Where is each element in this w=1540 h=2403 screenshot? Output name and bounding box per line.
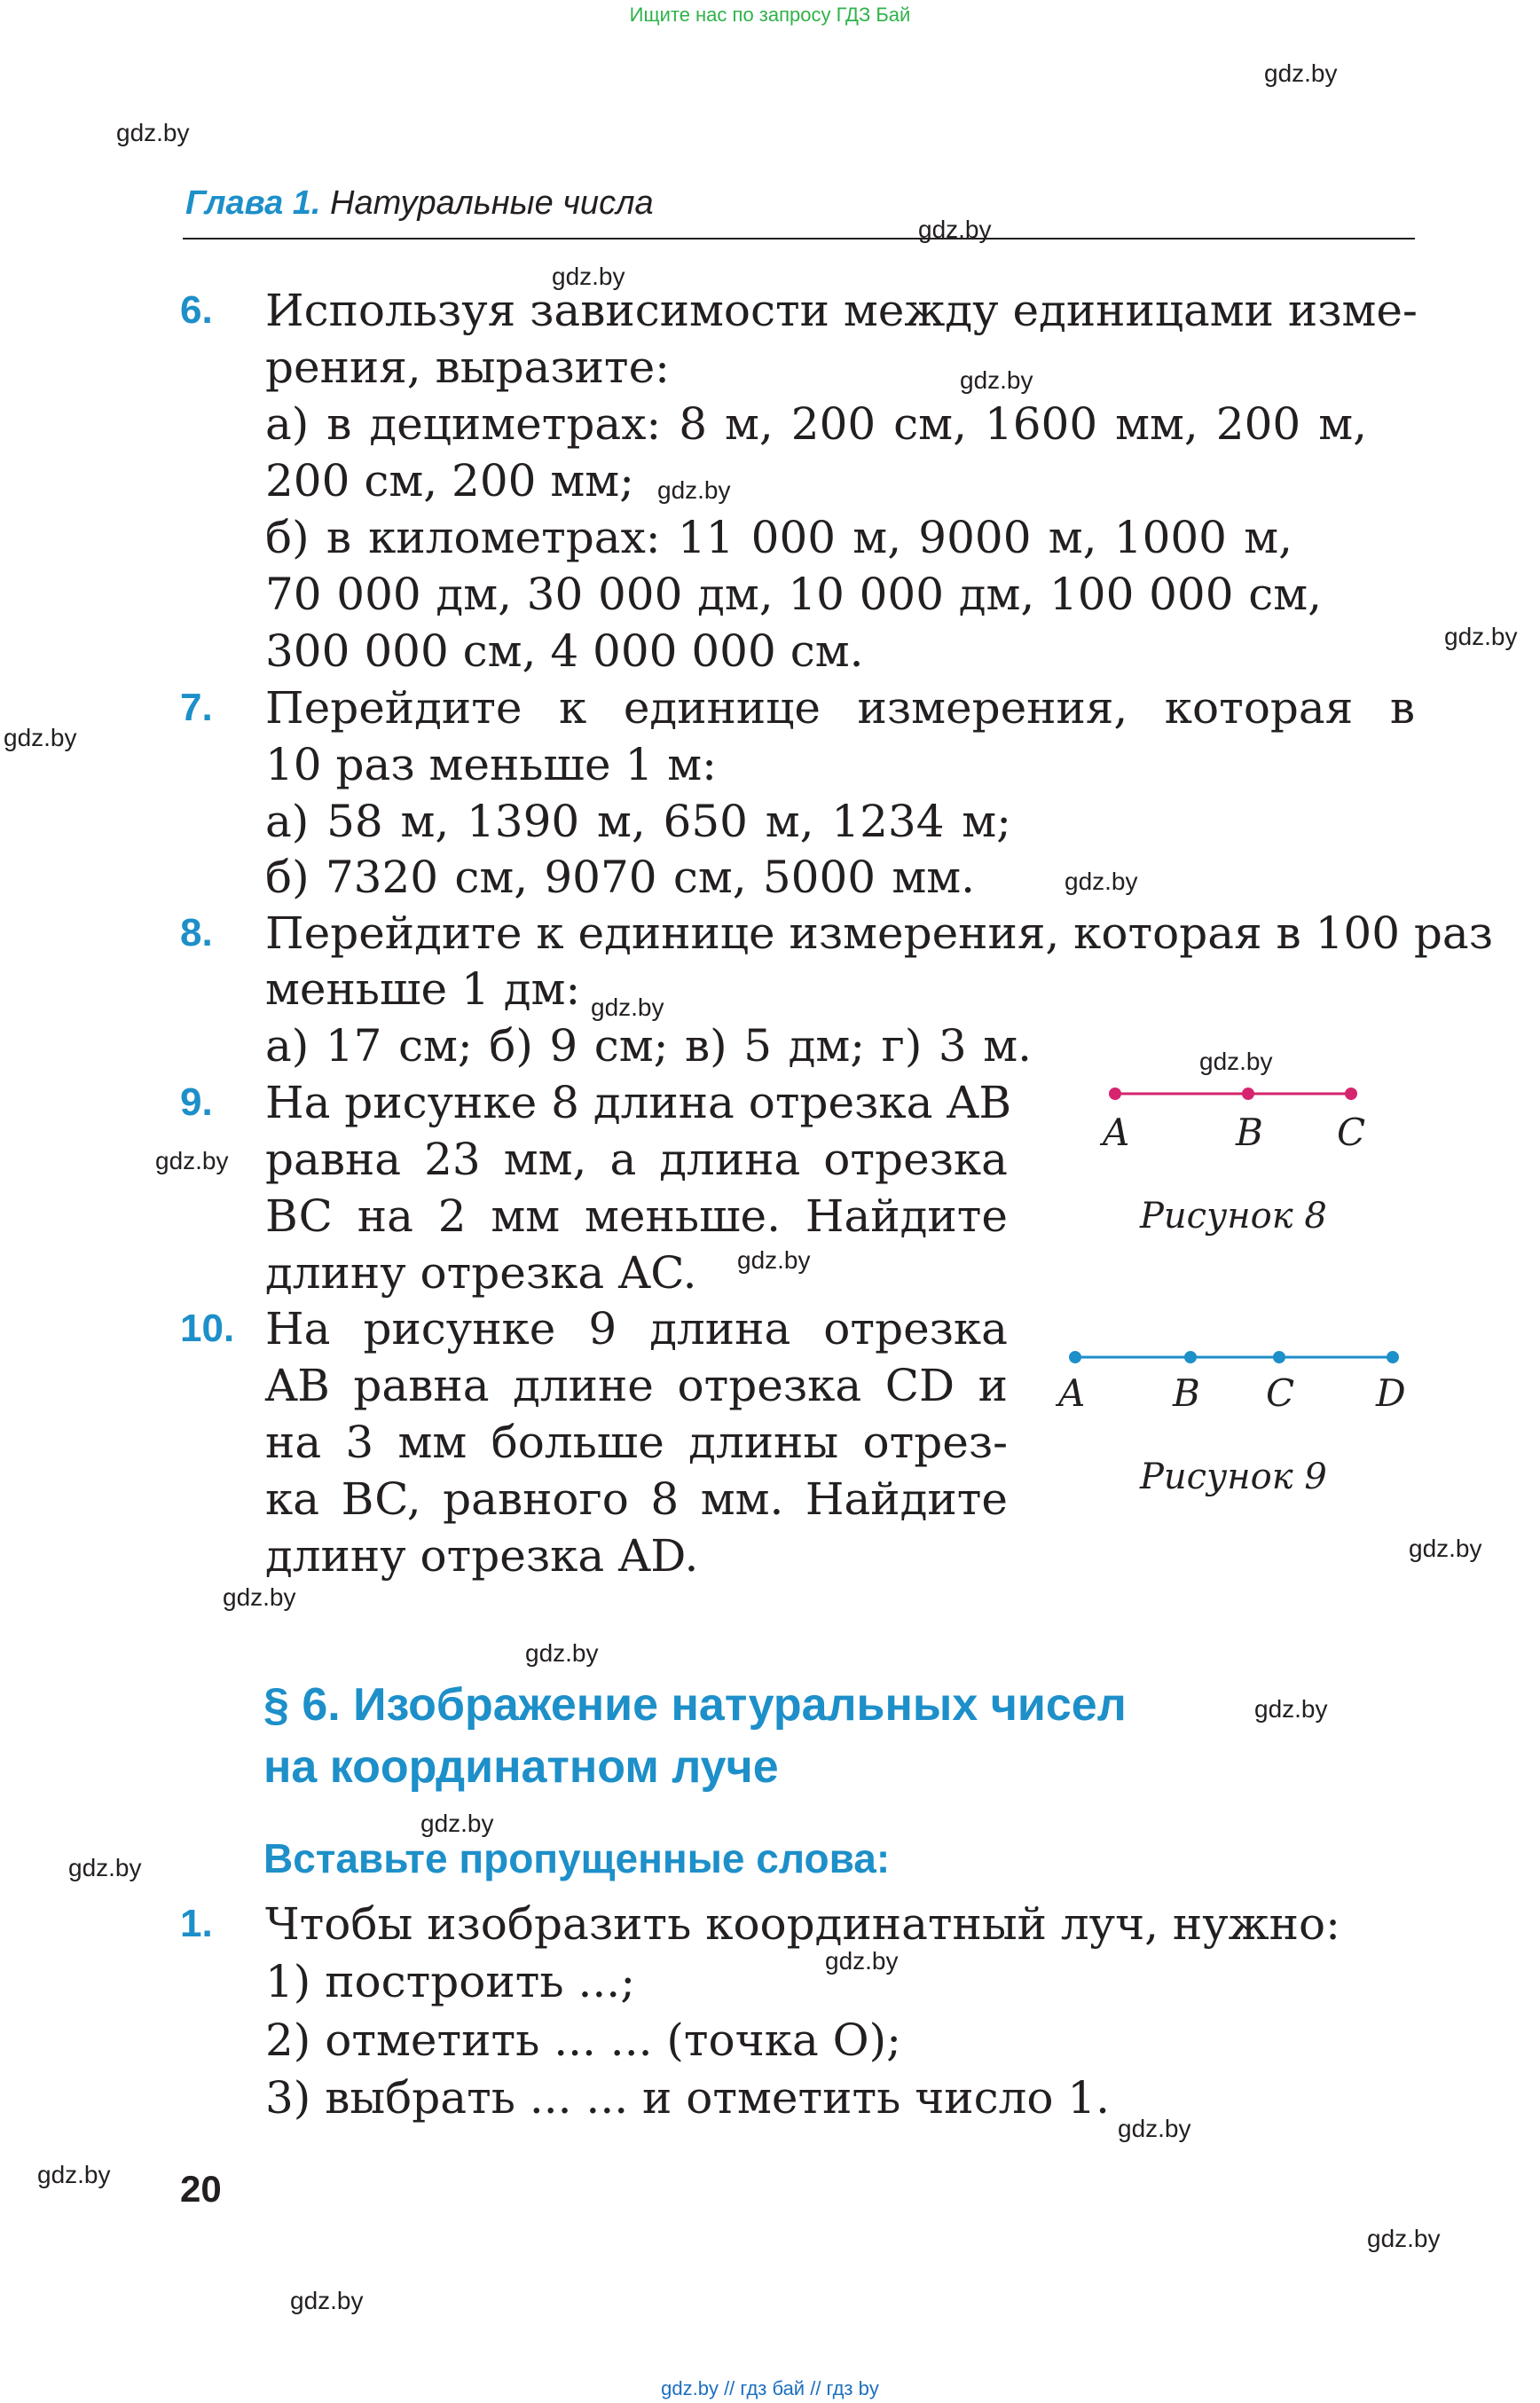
- problem-8-line: меньше 1 дм:: [265, 963, 581, 1015]
- figure-9-point-d: D: [1376, 1371, 1406, 1415]
- page-number: 20: [180, 2168, 222, 2210]
- watermark: gdz.by: [4, 724, 77, 751]
- watermark: gdz.by: [1264, 59, 1338, 87]
- task-1-line: Чтобы изобразить координатный луч, нужно:: [265, 1898, 1340, 1950]
- task-1-line: 1) построить ...;: [265, 1956, 636, 2007]
- chapter-label: Глава 1.: [185, 185, 321, 222]
- watermark: gdz.by: [223, 1583, 296, 1611]
- problem-8-number: 8.: [180, 911, 213, 954]
- problem-8-line: а) 17 см; б) 9 см; в) 5 дм; г) 3 м.: [265, 1020, 1032, 1072]
- watermark: gdz.by: [37, 2161, 111, 2188]
- watermark: gdz.by: [420, 1810, 494, 1837]
- figure-8-point-c: C: [1337, 1111, 1366, 1154]
- chapter-header: [185, 185, 654, 223]
- watermark: gdz.by: [1118, 2115, 1191, 2142]
- watermark: gdz.by: [68, 1854, 142, 1881]
- chapter-title: Натуральные числа: [330, 185, 654, 222]
- point-a-dot: [1109, 1088, 1121, 1100]
- watermark: gdz.by: [552, 263, 625, 290]
- point-c-dot: [1345, 1088, 1357, 1100]
- section-title: § 6. Изображение натуральных чисел: [263, 1679, 1127, 1731]
- problem-6-line: 70 000 дм, 30 000 дм, 10 000 дм, 100 000 см,: [265, 569, 1322, 620]
- watermark: gdz.by: [918, 216, 992, 243]
- problem-7-line: б) 7320 см, 9070 см, 5000 мм.: [265, 852, 975, 903]
- problem-6-number: 6.: [180, 288, 213, 332]
- point-d-dot: [1387, 1351, 1399, 1363]
- figure-9-point-a: A: [1058, 1371, 1086, 1415]
- watermark: gdz.by: [1444, 623, 1518, 650]
- problem-9-line: На рисунке 8 длина отрезка AB: [265, 1077, 1012, 1128]
- header-rule: [183, 238, 1415, 240]
- watermark: gdz.by: [825, 1947, 899, 1975]
- task-1-line: 3) выбрать ... ... и отметить число 1.: [265, 2072, 1111, 2124]
- problem-9-line: равна 23 мм, а длина отрезка: [265, 1134, 1008, 1185]
- problem-9-number: 9.: [180, 1080, 213, 1124]
- watermark: gdz.by: [1065, 868, 1138, 895]
- problem-7-line: Перейдите к единице измерения, которая в: [265, 682, 1415, 734]
- problem-7-line: а) 58 м, 1390 м, 650 м, 1234 м;: [265, 796, 1011, 847]
- watermark: gdz.by: [960, 366, 1033, 394]
- watermark: gdz.by: [525, 1639, 599, 1667]
- watermark: gdz.by: [290, 2287, 364, 2314]
- figure-8-point-b: B: [1236, 1111, 1263, 1154]
- figure-9-point-b: B: [1173, 1371, 1200, 1415]
- problem-10-number: 10.: [180, 1307, 235, 1350]
- point-b-dot: [1242, 1088, 1254, 1100]
- problem-6-line: б) в километрах: 11 000 м, 9000 м, 1000 м,: [265, 512, 1292, 563]
- problem-6-line: 200 см, 200 мм;: [265, 455, 634, 507]
- figure-9-point-c: C: [1266, 1371, 1295, 1415]
- problem-7-line: 10 раз меньше 1 м:: [265, 739, 717, 790]
- figure-9-caption: Рисунок 9: [1140, 1457, 1327, 1497]
- subheading: Вставьте пропущенные слова:: [263, 1835, 891, 1881]
- section-title: на координатном луче: [263, 1741, 779, 1793]
- top-banner: Ищите нас по запросу ГДЗ Бай: [629, 4, 911, 26]
- task-1-line: 2) отметить ... ... (точка O);: [265, 2014, 901, 2066]
- task-1-number: 1.: [180, 1902, 213, 1945]
- watermark: gdz.by: [1367, 2225, 1441, 2252]
- watermark: gdz.by: [657, 476, 731, 504]
- problem-7-number: 7.: [180, 686, 213, 729]
- problem-6-line: рения, выразите:: [265, 342, 671, 393]
- problem-9-line: длину отрезка AC.: [265, 1247, 697, 1299]
- figure-8-point-a: A: [1103, 1111, 1130, 1154]
- problem-10-line: На рисунке 9 длина отрезка: [265, 1303, 1008, 1355]
- problem-8-line: Перейдите к единице измерения, которая в 100 раз: [265, 907, 1493, 959]
- watermark: gdz.by: [1199, 1048, 1273, 1075]
- figure-8-caption: Рисунок 8: [1140, 1196, 1327, 1237]
- point-c-dot: [1273, 1351, 1285, 1363]
- watermark: gdz.by: [591, 993, 664, 1021]
- watermark: gdz.by: [155, 1147, 229, 1174]
- watermark: gdz.by: [116, 119, 190, 146]
- point-b-dot: [1184, 1351, 1197, 1363]
- problem-10-line: AB равна длине отрезка CD и: [265, 1360, 1008, 1411]
- watermark: gdz.by: [737, 1246, 811, 1274]
- problem-9-line: BC на 2 мм меньше. Найдите: [265, 1190, 1008, 1242]
- problem-10-line: длину отрезка AD.: [265, 1530, 699, 1582]
- point-a-dot: [1069, 1351, 1081, 1363]
- watermark: gdz.by: [1254, 1695, 1328, 1723]
- problem-6-line: 300 000 см, 4 000 000 см.: [265, 625, 864, 677]
- problem-10-line: на 3 мм больше длины отрез-: [265, 1417, 1008, 1468]
- footer-links[interactable]: gdz.by // гдз бай // гдз by: [661, 2377, 879, 2399]
- watermark: gdz.by: [1409, 1535, 1482, 1562]
- figure-9-segment: [1056, 1331, 1410, 1384]
- problem-6-line: Используя зависимости между единицами изме-: [265, 285, 1418, 336]
- problem-10-line: ка BC, равного 8 мм. Найдите: [265, 1473, 1008, 1525]
- problem-6-line: а) в дециметрах: 8 м, 200 см, 1600 мм, 200 м,: [265, 398, 1367, 450]
